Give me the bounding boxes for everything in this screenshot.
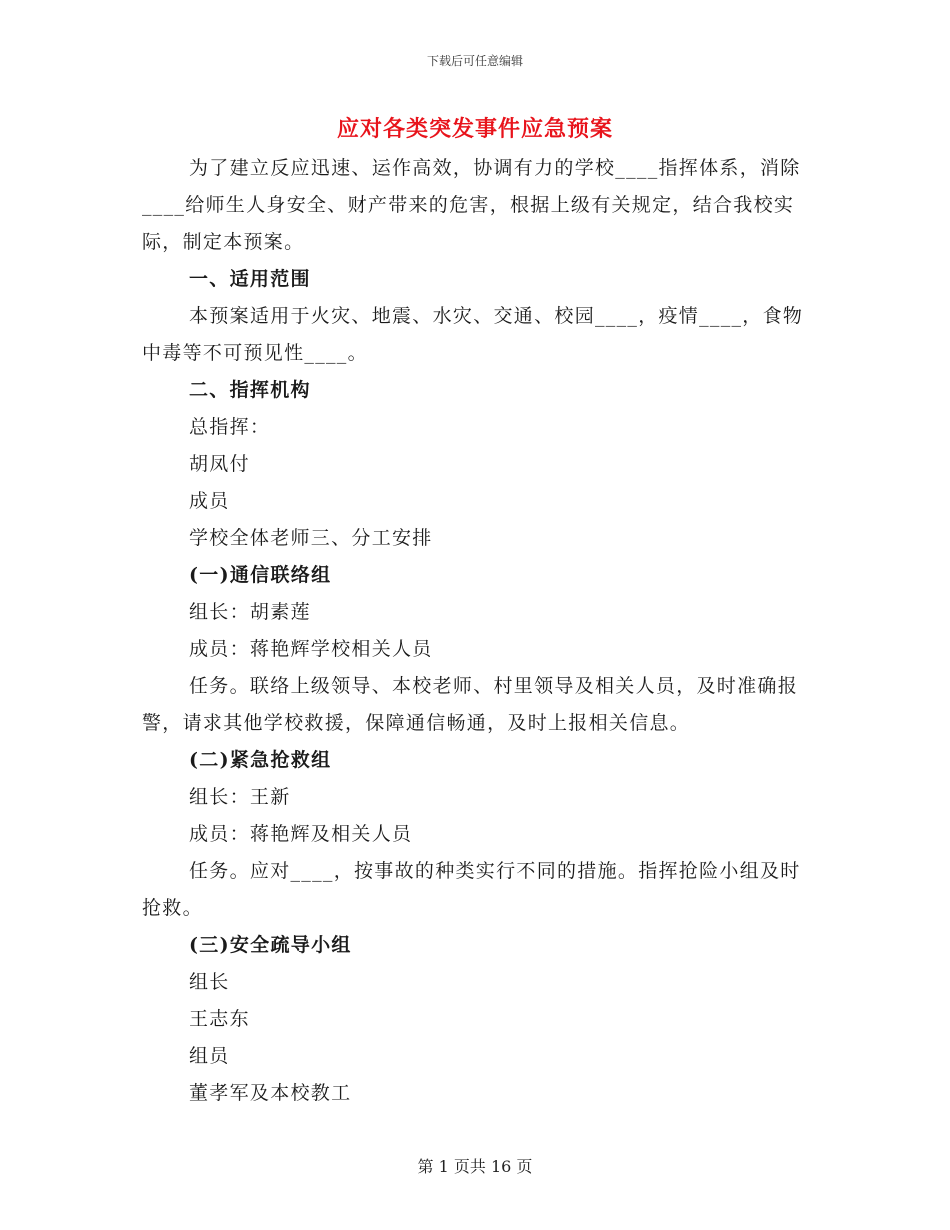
header-note: 下载后可任意编辑 bbox=[426, 54, 523, 68]
section-heading-scope: 一、适用范围 bbox=[189, 268, 311, 290]
group-heading-rescue: (二)紧急抢救组 bbox=[189, 749, 332, 771]
commander-name: 胡凤付 bbox=[189, 453, 250, 475]
members-label: 成员 bbox=[189, 490, 230, 512]
evacuation-leader-name: 王志东 bbox=[189, 1008, 250, 1030]
group-heading-evacuation: (三)安全疏导小组 bbox=[189, 934, 352, 956]
members-text: 学校全体老师三、分工安排 bbox=[189, 527, 433, 549]
rescue-members: 成员：蒋艳辉及相关人员 bbox=[189, 823, 413, 845]
rescue-task: 任务。应对____，按事故的种类实行不同的措施。指挥抢险小组及时抢救。 bbox=[142, 860, 801, 919]
document-title: 应对各类突发事件应急预案 bbox=[336, 116, 613, 142]
document-body bbox=[142, 150, 807, 1112]
communication-task: 任务。联络上级领导、本校老师、村里领导及相关人员，及时准确报警，请求其他学校救援，保障通信畅通，及时上报相关信息。 bbox=[142, 675, 799, 734]
intro-paragraph: 为了建立反应迅速、运作高效，协调有力的学校____指挥体系，消除____给师生人身安全、财产带来的危害，根据上级有关规定，结合我校实际，制定本预案。 bbox=[142, 157, 801, 253]
section-heading-command: 二、指挥机构 bbox=[189, 379, 311, 401]
page-number: 第 1 页共 16 页 bbox=[417, 1157, 533, 1176]
evacuation-members-label: 组员 bbox=[189, 1045, 230, 1067]
evacuation-leader-label: 组长 bbox=[189, 971, 230, 993]
evacuation-members-text: 董孝军及本校教工 bbox=[189, 1082, 352, 1104]
rescue-leader: 组长：王新 bbox=[189, 786, 291, 808]
scope-paragraph: 本预案适用于火灾、地震、水灾、交通、校园____，疫情____，食物中毒等不可预见性____。 bbox=[142, 305, 804, 364]
commander-label: 总指挥： bbox=[189, 416, 271, 438]
communication-members: 成员：蒋艳辉学校相关人员 bbox=[189, 638, 433, 660]
group-heading-communication: (一)通信联络组 bbox=[189, 564, 332, 586]
communication-leader: 组长：胡素莲 bbox=[189, 601, 311, 623]
